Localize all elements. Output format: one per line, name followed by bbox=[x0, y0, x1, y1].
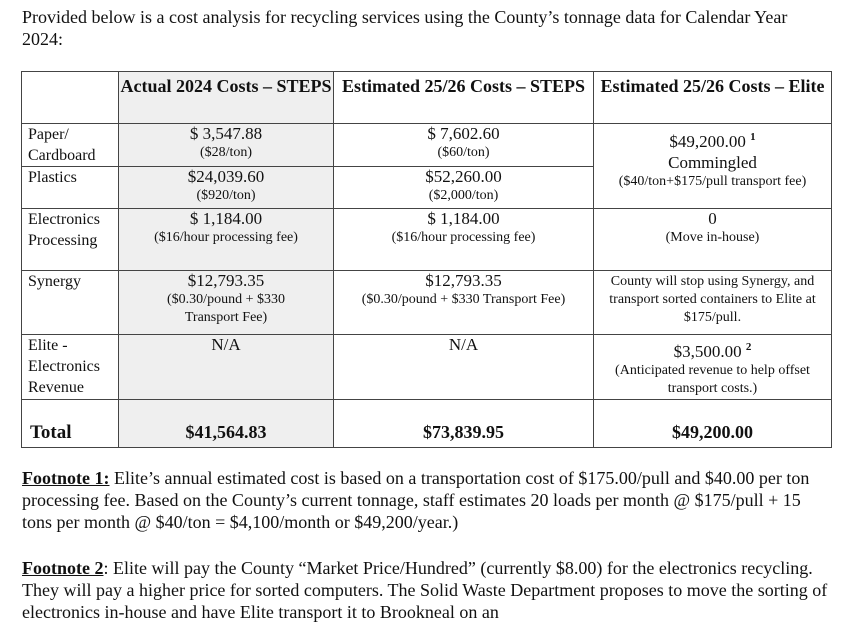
electronics-est-rate: ($16/hour processing fee) bbox=[391, 230, 536, 245]
elite-revenue-est: N/A bbox=[448, 335, 479, 354]
table-row-electronics bbox=[22, 209, 832, 271]
total-elite: $49,200.00 bbox=[594, 400, 832, 448]
total-estimated: $73,839.95 bbox=[334, 400, 594, 448]
cell-plastics-estimated bbox=[334, 167, 594, 209]
row-label-plastics: Plastics bbox=[22, 167, 119, 209]
row-label-elite-revenue: Elite - Electronics Revenue bbox=[22, 335, 119, 400]
cell-paper-actual bbox=[119, 124, 334, 167]
cell-electronics-elite bbox=[594, 209, 832, 271]
elite-commingled-amount-line bbox=[594, 127, 831, 152]
elite-revenue-amount: $3,500.00 bbox=[673, 342, 742, 361]
electronics-actual-rate: ($16/hour processing fee) bbox=[154, 230, 298, 245]
header-estimated-steps: Estimated 25/26 Costs – STEPS bbox=[334, 72, 594, 124]
elite-revenue-note: (Anticipated revenue to help offset transport costs.) bbox=[615, 363, 810, 396]
table-row-total bbox=[22, 400, 832, 448]
elite-revenue-amount-line bbox=[594, 335, 831, 362]
synergy-est-amount: $12,793.35 bbox=[425, 271, 502, 290]
row-label-total: Total bbox=[22, 400, 119, 448]
electronics-elite-amount: 0 bbox=[708, 209, 717, 228]
table-row-paper bbox=[22, 124, 832, 167]
total-actual: $41,564.83 bbox=[119, 400, 334, 448]
cell-elite-revenue-estimated bbox=[334, 335, 594, 400]
elite-revenue-actual: N/A bbox=[211, 335, 241, 354]
header-row bbox=[22, 72, 832, 124]
cell-synergy-actual bbox=[119, 271, 334, 335]
cell-plastics-actual bbox=[119, 167, 334, 209]
paper-est-rate: ($60/ton) bbox=[437, 145, 490, 160]
footnote-2-label: Footnote 2 bbox=[22, 558, 104, 578]
footnote-2-text: : Elite will pay the County “Market Price/Hundred” (currently $8.00) for the electronics recycling. They will pay a higher price for sorted computers. The Solid Waste Department proposes to move the sorting of electronics in-house and have Elite transport it to Brookneal on an bbox=[22, 558, 828, 622]
plastics-actual-amount: $24,039.60 bbox=[187, 167, 265, 186]
synergy-est-rate: ($0.30/pound + $330 Transport Fee) bbox=[361, 292, 566, 307]
footnote-ref-1: 1 bbox=[750, 131, 756, 143]
elite-commingled-rate: ($40/ton+$175/pull transport fee) bbox=[618, 174, 807, 189]
cell-synergy-estimated bbox=[334, 271, 594, 335]
header-actual-steps: Actual 2024 Costs – STEPS bbox=[119, 72, 334, 124]
header-estimated-elite: Estimated 25/26 Costs – Elite bbox=[594, 72, 832, 124]
cell-electronics-actual bbox=[119, 209, 334, 271]
cell-paper-plastics-elite bbox=[594, 124, 832, 209]
header-blank bbox=[22, 72, 119, 124]
table-row-synergy bbox=[22, 271, 832, 335]
paper-actual-amount: $ 3,547.88 bbox=[189, 124, 263, 143]
intro-paragraph: Provided below is a cost analysis for recycling services using the County’s tonnage data for Calendar Year 2024: bbox=[22, 7, 788, 49]
paper-est-amount: $ 7,602.60 bbox=[427, 124, 500, 143]
electronics-elite-note: (Move in-house) bbox=[665, 230, 760, 245]
table-row-elite-revenue bbox=[22, 335, 832, 400]
synergy-actual-rate: ($0.30/pound + $330 Transport Fee) bbox=[167, 292, 285, 325]
row-label-synergy: Synergy bbox=[22, 271, 119, 335]
elite-commingled-type: Commingled bbox=[668, 153, 757, 172]
synergy-elite-note: County will stop using Synergy, and transport sorted containers to Elite at $175/pull. bbox=[609, 274, 816, 325]
plastics-est-rate: ($2,000/ton) bbox=[428, 188, 499, 203]
row-label-paper: Paper/ Cardboard bbox=[22, 124, 119, 167]
row-label-electronics: Electronics Processing bbox=[22, 209, 119, 271]
cell-electronics-estimated bbox=[334, 209, 594, 271]
plastics-actual-rate: ($920/ton) bbox=[196, 188, 256, 203]
cost-analysis-table bbox=[21, 71, 832, 448]
cell-synergy-elite bbox=[594, 271, 832, 335]
electronics-est-amount: $ 1,184.00 bbox=[427, 209, 500, 228]
cell-elite-revenue-elite bbox=[594, 335, 832, 400]
paper-actual-rate: ($28/ton) bbox=[199, 145, 253, 160]
footnote-ref-2: 2 bbox=[745, 341, 752, 353]
plastics-est-amount: $52,260.00 bbox=[425, 167, 502, 186]
elite-commingled-amount: $49,200.00 bbox=[669, 132, 746, 151]
cell-paper-estimated bbox=[334, 124, 594, 167]
synergy-actual-amount: $12,793.35 bbox=[187, 271, 265, 290]
footnote-1 bbox=[22, 467, 830, 533]
electronics-actual-amount: $ 1,184.00 bbox=[189, 209, 263, 228]
footnote-1-text: Elite’s annual estimated cost is based on a transportation cost of $175.00/pull and $40.00 per ton processing fee. Based on the County’s current tonnage, staff estimates 20 loads per month @ $175/pull + 15 tons per month @ $40/ton = $4,100/month or $49,200/year.) bbox=[22, 468, 810, 532]
cell-elite-revenue-actual bbox=[119, 335, 334, 400]
footnote-1-label: Footnote 1: bbox=[22, 468, 110, 488]
footnote-2 bbox=[22, 557, 830, 623]
